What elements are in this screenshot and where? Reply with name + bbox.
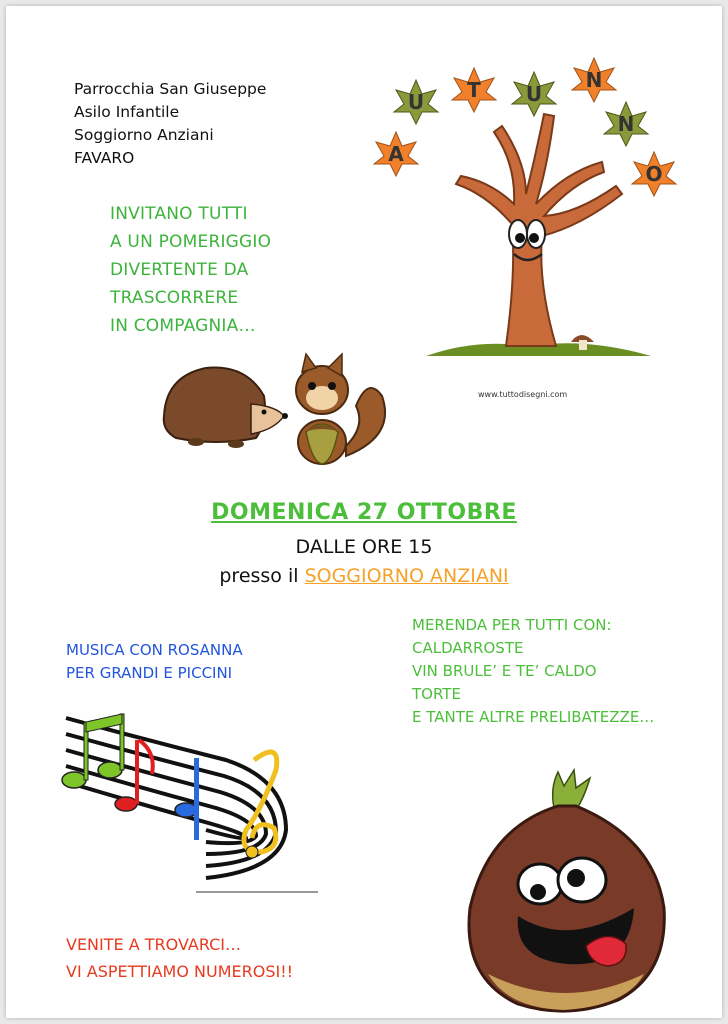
music-info bbox=[66, 639, 243, 685]
organizer-line: FAVARO bbox=[74, 149, 135, 167]
flyer-page bbox=[6, 6, 722, 1018]
snack-line: CALDARROSTE bbox=[412, 639, 524, 657]
invitation-line: IN COMPAGNIA… bbox=[110, 316, 256, 336]
hedgehog-squirrel-illustration bbox=[156, 346, 396, 476]
squirrel-icon bbox=[296, 354, 385, 464]
invitation-text bbox=[110, 200, 271, 340]
event-place bbox=[6, 565, 722, 587]
tree-letter: N bbox=[585, 68, 603, 92]
closing-message bbox=[66, 931, 293, 985]
snack-line: E TANTE ALTRE PRELIBATEZZE… bbox=[412, 708, 655, 726]
autumn-tree-illustration bbox=[366, 44, 686, 364]
music-notes-illustration bbox=[56, 700, 326, 900]
tree-letter: T bbox=[467, 78, 481, 102]
chestnut-character-illustration bbox=[458, 768, 672, 1016]
snack-line: VIN BRULE’ E TE’ CALDO bbox=[412, 662, 597, 680]
music-line: MUSICA CON ROSANNA bbox=[66, 641, 243, 659]
invitation-line: TRASCORRERE bbox=[110, 288, 239, 308]
tree-letter: N bbox=[617, 112, 635, 136]
organizers-block bbox=[74, 78, 266, 170]
snack-menu bbox=[412, 614, 654, 729]
snack-line: TORTE bbox=[412, 685, 461, 703]
event-time: DALLE ORE 15 bbox=[295, 536, 433, 558]
closing-line: VENITE A TROVARCI… bbox=[66, 935, 242, 954]
tree-letter: U bbox=[525, 82, 543, 106]
music-line: PER GRANDI E PICCINI bbox=[66, 664, 233, 682]
snack-line: MERENDA PER TUTTI CON: bbox=[412, 616, 612, 634]
tree-letter: A bbox=[388, 142, 404, 166]
invitation-line: DIVERTENTE DA bbox=[110, 260, 249, 280]
tree-letter: U bbox=[407, 90, 425, 114]
event-venue: SOGGIORNO ANZIANI bbox=[304, 565, 509, 587]
image-credit: www.tuttodisegni.com bbox=[478, 390, 568, 399]
organizer-line: Asilo Infantile bbox=[74, 103, 180, 121]
event-place-prefix: presso il bbox=[219, 565, 305, 587]
hedgehog-icon bbox=[164, 368, 288, 448]
invitation-line: A UN POMERIGGIO bbox=[110, 232, 272, 252]
event-date: DOMENICA 27 OTTOBRE bbox=[211, 500, 517, 525]
invitation-line: INVITANO TUTTI bbox=[110, 204, 248, 224]
organizer-line: Soggiorno Anziani bbox=[74, 126, 214, 144]
organizer-line: Parrocchia San Giuseppe bbox=[74, 80, 267, 98]
tree-letter: O bbox=[645, 162, 663, 186]
closing-line: VI ASPETTIAMO NUMEROSI!! bbox=[66, 962, 294, 981]
